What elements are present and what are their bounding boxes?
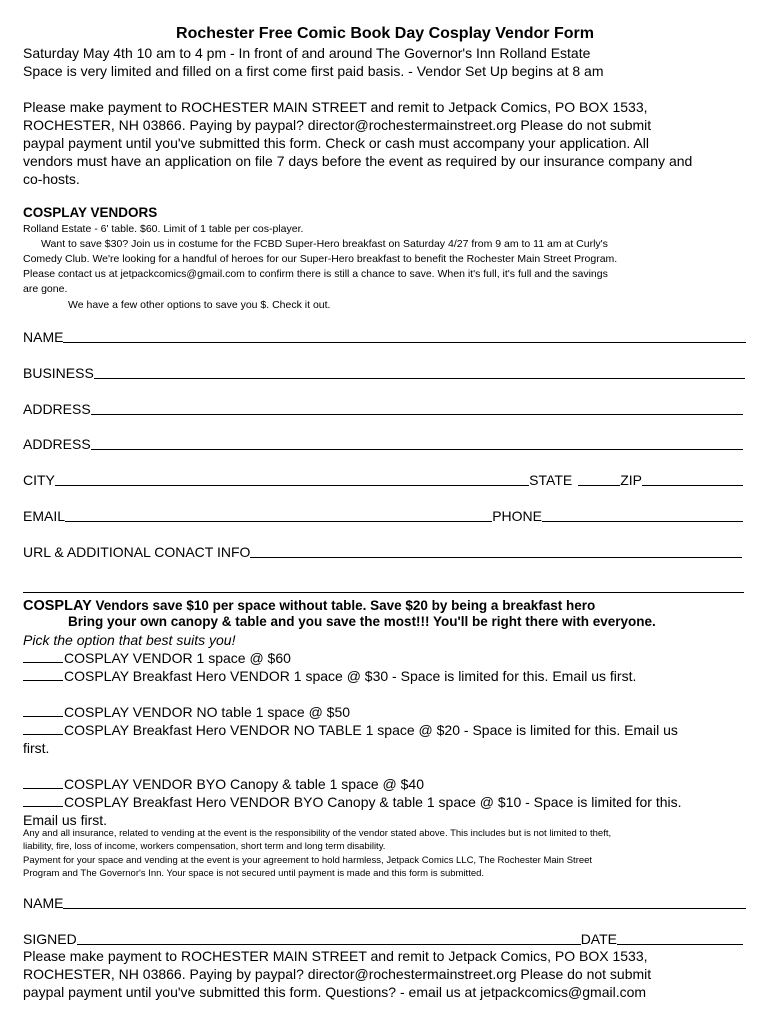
city-label: CITY bbox=[23, 472, 55, 488]
city-line[interactable] bbox=[55, 471, 529, 486]
payment-line-4: vendors must have an application on file 7 days before the event as required by our insurance company and bbox=[23, 153, 693, 169]
city-state-zip-field[interactable] bbox=[23, 470, 743, 488]
options-headline-1-bold: COSPLAY bbox=[23, 598, 92, 614]
page-title: Rochester Free Comic Book Day Cosplay Vendor Form bbox=[176, 25, 594, 42]
option-1-checkline[interactable] bbox=[23, 649, 63, 663]
event-date-line: Saturday May 4th 10 am to 4 pm - In front of and around The Governor's Inn Rolland Estate bbox=[23, 45, 591, 61]
business-line[interactable] bbox=[94, 364, 745, 379]
option-4-checkline[interactable] bbox=[23, 721, 63, 735]
option-6-checkline[interactable] bbox=[23, 793, 63, 807]
option-4[interactable] bbox=[23, 721, 678, 739]
option-5-label: COSPLAY VENDOR BYO Canopy & table 1 space @ $40 bbox=[64, 776, 424, 792]
email-line[interactable] bbox=[65, 507, 492, 522]
signed-label: SIGNED bbox=[23, 931, 77, 947]
footer-line-1: Please make payment to ROCHESTER MAIN STREET and remit to Jetpack Comics, PO BOX 1533, bbox=[23, 948, 648, 964]
url-line[interactable] bbox=[250, 543, 742, 558]
cosplay-line-4: Please contact us at jetpackcomics@gmail.com to confirm there is still a chance to save. When it's full, it's full and the savings bbox=[23, 268, 608, 280]
state-line[interactable] bbox=[578, 471, 620, 486]
url-label: URL & ADDITIONAL CONACT INFO bbox=[23, 544, 251, 560]
options-headline-1-rest: Vendors save $10 per space without table. Save $20 by being a breakfast hero bbox=[91, 598, 596, 613]
payment-line-2: ROCHESTER, NH 03866. Paying by paypal? director@rochestermainstreet.org Please do not submit bbox=[23, 117, 652, 133]
payment-line-3: paypal payment until you've submitted this form. Check or cash must accompany your application. All bbox=[23, 135, 649, 151]
section-divider bbox=[23, 592, 744, 593]
footer-line-2: ROCHESTER, NH 03866. Paying by paypal? director@rochestermainstreet.org Please do not submit bbox=[23, 966, 652, 982]
name-field[interactable] bbox=[23, 327, 746, 345]
option-2-label: COSPLAY Breakfast Hero VENDOR 1 space @ $30 - Space is limited for this. Email us first. bbox=[64, 668, 637, 684]
legal-line-4: Program and The Governor's Inn. Your space is not secured until payment is made and this form is submitted. bbox=[23, 868, 485, 879]
name-line[interactable] bbox=[63, 328, 746, 343]
address-line-2[interactable] bbox=[91, 435, 743, 450]
state-label: STATE bbox=[529, 472, 573, 488]
option-3-label: COSPLAY VENDOR NO table 1 space @ $50 bbox=[64, 704, 351, 720]
option-5-checkline[interactable] bbox=[23, 775, 63, 789]
email-label: EMAIL bbox=[23, 508, 66, 524]
signed-date-field[interactable] bbox=[23, 929, 743, 947]
option-6-label: COSPLAY Breakfast Hero VENDOR BYO Canopy & table 1 space @ $10 - Space is limited for this. bbox=[64, 794, 682, 810]
space-limit-line: Space is very limited and filled on a first come first paid basis. - Vendor Set Up begins at 8 am bbox=[23, 63, 604, 79]
option-3[interactable] bbox=[23, 703, 350, 721]
cosplay-line-1: Rolland Estate - 6' table. $60. Limit of 1 table per cos-player. bbox=[23, 223, 304, 235]
option-1[interactable] bbox=[23, 649, 291, 667]
phone-label: PHONE bbox=[492, 508, 542, 524]
name-label: NAME bbox=[23, 329, 64, 345]
business-label: BUSINESS bbox=[23, 365, 94, 381]
options-headline-2: Bring your own canopy & table and you save the most!!! You'll be right there with everyone. bbox=[68, 614, 656, 629]
legal-line-2: liability, fire, loss of income, workers compensation, short term and long term disability. bbox=[23, 841, 386, 852]
footer-line-3: paypal payment until you've submitted this form. Questions? - email us at jetpackcomics@gmail.com bbox=[23, 984, 647, 1000]
cosplay-heading: COSPLAY VENDORS bbox=[23, 205, 158, 220]
option-2-checkline[interactable] bbox=[23, 667, 63, 681]
phone-line[interactable] bbox=[542, 507, 743, 522]
cosplay-line-5: are gone. bbox=[23, 283, 68, 295]
option-4-label: COSPLAY Breakfast Hero VENDOR NO TABLE 1 space @ $20 - Space is limited for this. Email us bbox=[64, 722, 678, 738]
pick-option-prompt: Pick the option that best suits you! bbox=[23, 632, 236, 648]
option-6[interactable] bbox=[23, 793, 682, 811]
payment-line-1: Please make payment to ROCHESTER MAIN STREET and remit to Jetpack Comics, PO BOX 1533, bbox=[23, 99, 648, 115]
zip-label: ZIP bbox=[620, 472, 642, 488]
option-5[interactable] bbox=[23, 775, 424, 793]
option-6-continued: Email us first. bbox=[23, 812, 108, 828]
signature-name-field[interactable] bbox=[23, 893, 746, 911]
signature-name-label: NAME bbox=[23, 895, 64, 911]
url-field[interactable] bbox=[23, 542, 742, 560]
option-2[interactable] bbox=[23, 667, 636, 685]
cosplay-line-6: We have a few other options to save you $. Check it out. bbox=[68, 299, 331, 311]
zip-line[interactable] bbox=[642, 471, 743, 486]
date-line[interactable] bbox=[617, 930, 743, 945]
signature-name-line[interactable] bbox=[63, 894, 746, 909]
payment-line-5: co-hosts. bbox=[23, 171, 80, 187]
email-phone-field[interactable] bbox=[23, 506, 743, 524]
address-field-1[interactable] bbox=[23, 399, 743, 417]
option-3-checkline[interactable] bbox=[23, 703, 63, 717]
option-1-label: COSPLAY VENDOR 1 space @ $60 bbox=[64, 650, 291, 666]
cosplay-line-2: Want to save $30? Join us in costume for the FCBD Super-Hero breakfast on Saturday 4/27 from 9 am to 11 am at Curly's bbox=[41, 238, 608, 250]
address-field-2[interactable] bbox=[23, 434, 743, 452]
date-label: DATE bbox=[580, 931, 617, 947]
address-line-1[interactable] bbox=[91, 400, 743, 415]
address-label-2: ADDRESS bbox=[23, 436, 91, 452]
signed-line[interactable] bbox=[77, 930, 581, 945]
legal-line-1: Any and all insurance, related to vending at the event is the responsibility of the vendor stated above. This includes but is not limited to theft, bbox=[23, 828, 612, 839]
option-4-continued: first. bbox=[23, 740, 50, 756]
legal-line-3: Payment for your space and vending at the event is your agreement to hold harmless, Jetpack Comics LLC, The Rochester Main Street bbox=[23, 855, 593, 866]
business-field[interactable] bbox=[23, 363, 745, 381]
cosplay-line-3: Comedy Club. We're looking for a handful of heroes for our Super-Hero breakfast to benefit the Rochester Main Street Program. bbox=[23, 253, 618, 265]
address-label-1: ADDRESS bbox=[23, 401, 91, 417]
